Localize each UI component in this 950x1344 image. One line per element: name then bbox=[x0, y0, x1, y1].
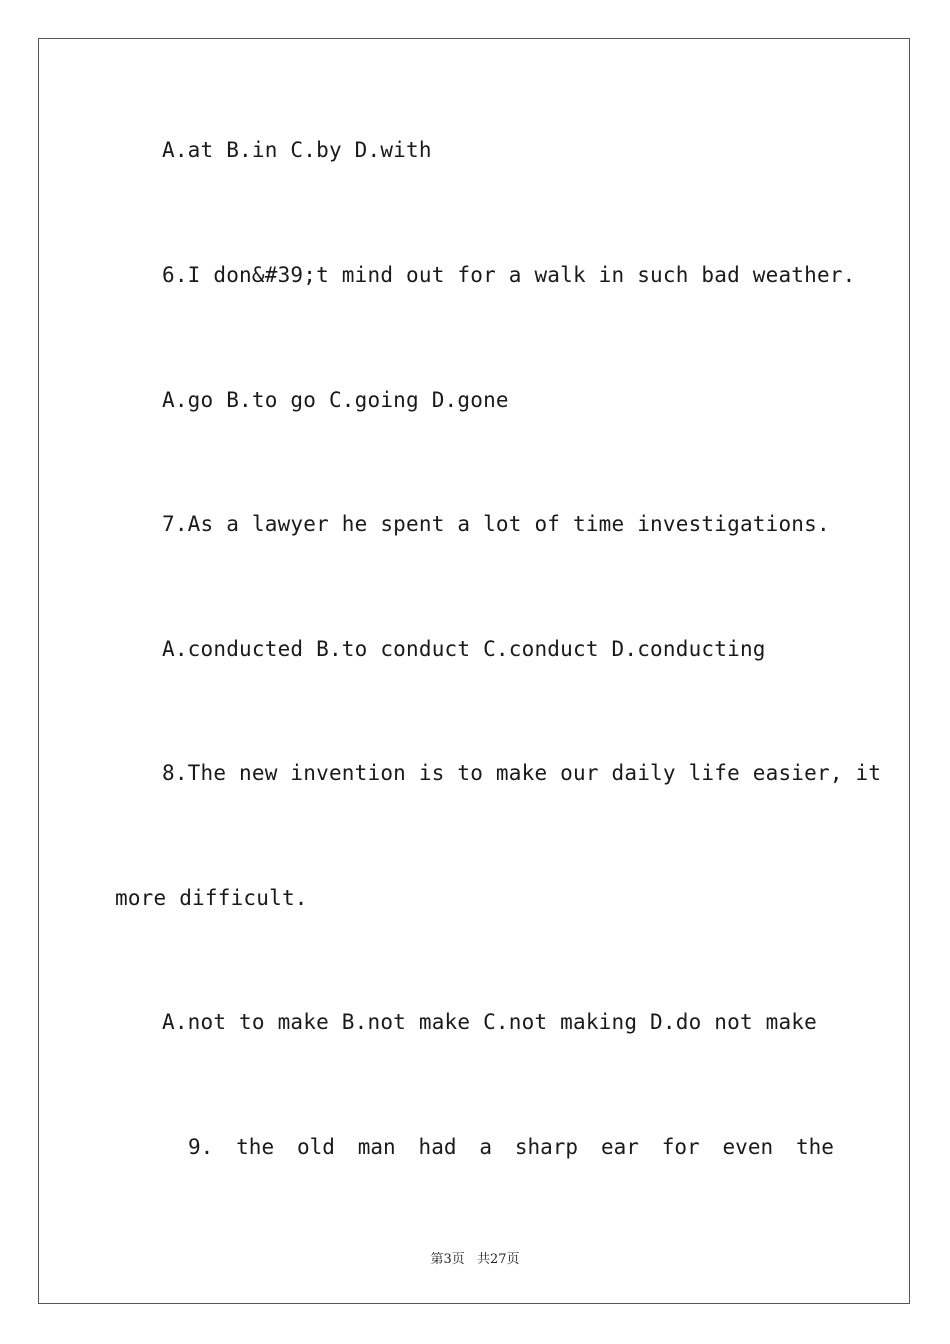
page-border bbox=[38, 38, 910, 1304]
word: the bbox=[795, 1135, 834, 1159]
word: sharp bbox=[514, 1135, 579, 1159]
option-line-q8: A.not to make B.not make C.not making D.do not make bbox=[162, 1010, 817, 1034]
question-line-q6: 6.I don&#39;t mind out for a walk in such bad weather. bbox=[162, 263, 856, 287]
option-line-q6: A.go B.to go C.going D.gone bbox=[162, 388, 509, 412]
word: a bbox=[479, 1135, 492, 1159]
question-line-q8: 8.The new invention is to make our daily life easier, it bbox=[162, 761, 882, 785]
word: 9. bbox=[188, 1135, 214, 1159]
word: even bbox=[722, 1135, 774, 1159]
page-number: 第3页 bbox=[430, 1252, 465, 1267]
question-line-q8-continued: more difficult. bbox=[115, 886, 308, 910]
word: old bbox=[296, 1135, 335, 1159]
word: for bbox=[661, 1135, 700, 1159]
word: the bbox=[236, 1135, 275, 1159]
option-line-q7: A.conducted B.to conduct C.conduct D.conducting bbox=[162, 637, 766, 661]
question-line-q7: 7.As a lawyer he spent a lot of time investigations. bbox=[162, 512, 830, 536]
total-pages: 共27页 bbox=[476, 1252, 520, 1267]
page-footer bbox=[0, 1248, 950, 1267]
option-line-q5: A.at B.in C.by D.with bbox=[162, 138, 432, 162]
question-line-q9 bbox=[188, 1135, 834, 1159]
word: man bbox=[357, 1135, 396, 1159]
word: ear bbox=[600, 1135, 639, 1159]
word: had bbox=[418, 1135, 457, 1159]
